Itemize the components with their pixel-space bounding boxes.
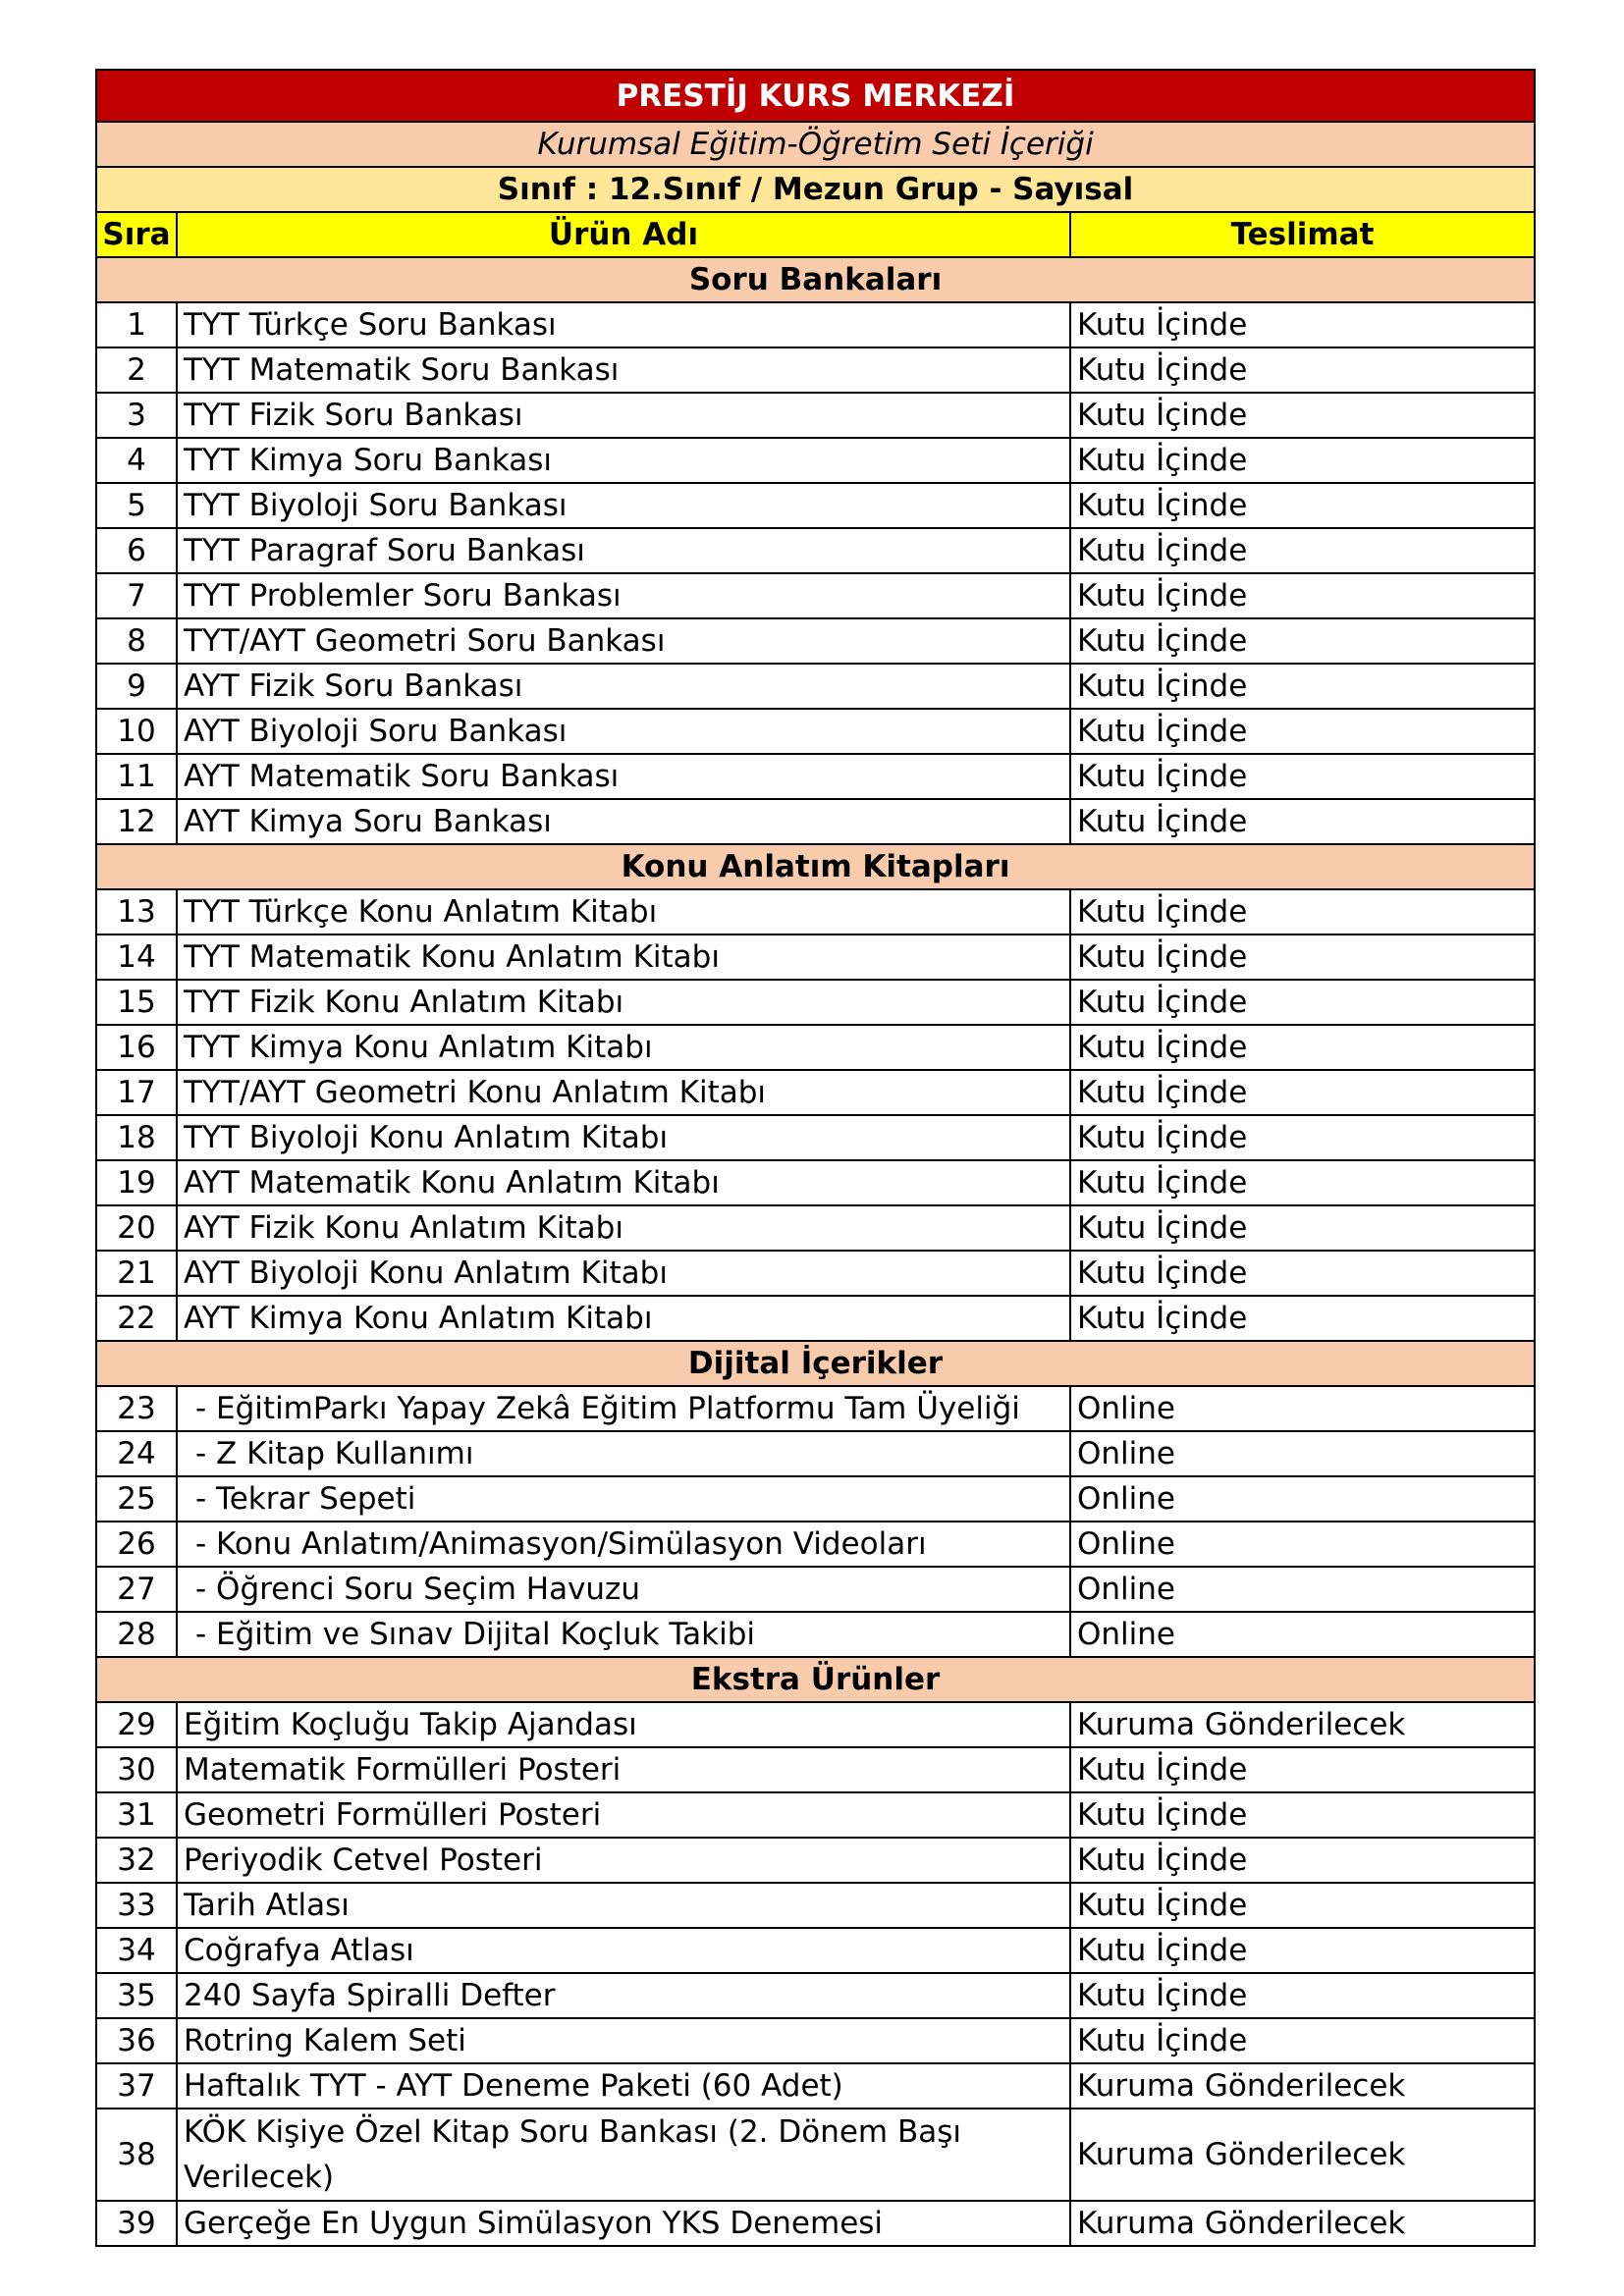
table-row xyxy=(96,1296,1535,1341)
product-name: Coğrafya Atlası xyxy=(177,1928,1070,1973)
row-number: 29 xyxy=(96,1702,177,1747)
delivery-method: Kutu İçinde xyxy=(1070,1928,1535,1973)
product-name: AYT Kimya Soru Bankası xyxy=(177,799,1070,844)
product-name: - Eğitim ve Sınav Dijital Koçluk Takibi xyxy=(177,1612,1070,1657)
product-name: Rotring Kalem Seti xyxy=(177,2018,1070,2063)
row-number: 17 xyxy=(96,1070,177,1115)
product-name: - Öğrenci Soru Seçim Havuzu xyxy=(177,1567,1070,1612)
subtitle-row xyxy=(96,122,1535,167)
row-number: 24 xyxy=(96,1431,177,1476)
delivery-method: Kutu İçinde xyxy=(1070,889,1535,934)
product-name: Periyodik Cetvel Posteri xyxy=(177,1838,1070,1883)
product-name: AYT Biyoloji Soru Bankası xyxy=(177,709,1070,754)
product-name: TYT Türkçe Konu Anlatım Kitabı xyxy=(177,889,1070,934)
table-row xyxy=(96,347,1535,393)
table-row xyxy=(96,438,1535,483)
table-row xyxy=(96,1612,1535,1657)
row-number: 9 xyxy=(96,664,177,709)
row-number: 21 xyxy=(96,1251,177,1296)
product-name: Matematik Formülleri Posteri xyxy=(177,1747,1070,1792)
row-number: 39 xyxy=(96,2201,177,2246)
table-row xyxy=(96,302,1535,347)
row-number: 30 xyxy=(96,1747,177,1792)
row-number: 2 xyxy=(96,347,177,393)
header-row xyxy=(96,212,1535,257)
row-number: 18 xyxy=(96,1115,177,1160)
table-row xyxy=(96,528,1535,573)
row-number: 14 xyxy=(96,934,177,980)
product-name: - Konu Anlatım/Animasyon/Simülasyon Videoları xyxy=(177,1522,1070,1567)
product-name: KÖK Kişiye Özel Kitap Soru Bankası (2. Dönem Başı Verilecek) xyxy=(177,2109,1070,2201)
table-row xyxy=(96,618,1535,664)
delivery-method: Kutu İçinde xyxy=(1070,1973,1535,2018)
delivery-method: Kuruma Gönderilecek xyxy=(1070,2201,1535,2246)
title-row xyxy=(96,70,1535,122)
delivery-method: Kutu İçinde xyxy=(1070,573,1535,618)
delivery-method: Kutu İçinde xyxy=(1070,934,1535,980)
product-name: Haftalık TYT - AYT Deneme Paketi (60 Adet) xyxy=(177,2063,1070,2109)
row-number: 6 xyxy=(96,528,177,573)
page-subtitle: Kurumsal Eğitim-Öğretim Seti İçeriği xyxy=(96,122,1535,167)
row-number: 15 xyxy=(96,980,177,1025)
section-title: Ekstra Ürünler xyxy=(96,1657,1535,1702)
section-row xyxy=(96,1341,1535,1386)
table-row xyxy=(96,1025,1535,1070)
table-row xyxy=(96,1702,1535,1747)
row-number: 36 xyxy=(96,2018,177,2063)
page-title: PRESTİJ KURS MERKEZİ xyxy=(96,70,1535,122)
delivery-method: Online xyxy=(1070,1431,1535,1476)
class-label: Sınıf : 12.Sınıf / Mezun Grup - Sayısal xyxy=(96,167,1535,212)
delivery-method: Kutu İçinde xyxy=(1070,1160,1535,1205)
table-row xyxy=(96,754,1535,799)
table-row xyxy=(96,1792,1535,1838)
table-row xyxy=(96,1431,1535,1476)
product-name: Eğitim Koçluğu Takip Ajandası xyxy=(177,1702,1070,1747)
table-row xyxy=(96,1476,1535,1522)
section-row xyxy=(96,257,1535,302)
class-row xyxy=(96,167,1535,212)
delivery-method: Kutu İçinde xyxy=(1070,1792,1535,1838)
table-row xyxy=(96,1883,1535,1928)
product-name: TYT Türkçe Soru Bankası xyxy=(177,302,1070,347)
product-name: TYT Matematik Konu Anlatım Kitabı xyxy=(177,934,1070,980)
row-number: 33 xyxy=(96,1883,177,1928)
product-name: Tarih Atlası xyxy=(177,1883,1070,1928)
table-row xyxy=(96,889,1535,934)
table-row xyxy=(96,2201,1535,2246)
row-number: 26 xyxy=(96,1522,177,1567)
row-number: 7 xyxy=(96,573,177,618)
table-row xyxy=(96,664,1535,709)
row-number: 13 xyxy=(96,889,177,934)
delivery-method: Kuruma Gönderilecek xyxy=(1070,2063,1535,2109)
product-name: TYT/AYT Geometri Soru Bankası xyxy=(177,618,1070,664)
delivery-method: Kutu İçinde xyxy=(1070,980,1535,1025)
delivery-method: Online xyxy=(1070,1522,1535,1567)
table-row xyxy=(96,1928,1535,1973)
row-number: 3 xyxy=(96,393,177,438)
table-row xyxy=(96,980,1535,1025)
row-number: 11 xyxy=(96,754,177,799)
row-number: 4 xyxy=(96,438,177,483)
table-row xyxy=(96,1070,1535,1115)
product-name: AYT Kimya Konu Anlatım Kitabı xyxy=(177,1296,1070,1341)
row-number: 35 xyxy=(96,1973,177,2018)
row-number: 34 xyxy=(96,1928,177,1973)
delivery-method: Online xyxy=(1070,1386,1535,1431)
product-name: TYT Biyoloji Soru Bankası xyxy=(177,483,1070,528)
product-name: AYT Fizik Konu Anlatım Kitabı xyxy=(177,1205,1070,1251)
row-number: 28 xyxy=(96,1612,177,1657)
delivery-method: Kutu İçinde xyxy=(1070,1296,1535,1341)
row-number: 20 xyxy=(96,1205,177,1251)
header-delivery: Teslimat xyxy=(1070,212,1535,257)
table-body xyxy=(96,70,1535,2246)
table-row xyxy=(96,2018,1535,2063)
header-no: Sıra xyxy=(96,212,177,257)
delivery-method: Kutu İçinde xyxy=(1070,2018,1535,2063)
table-row xyxy=(96,573,1535,618)
row-number: 25 xyxy=(96,1476,177,1522)
delivery-method: Kutu İçinde xyxy=(1070,302,1535,347)
delivery-method: Kutu İçinde xyxy=(1070,664,1535,709)
row-number: 8 xyxy=(96,618,177,664)
table-row xyxy=(96,1115,1535,1160)
delivery-method: Kuruma Gönderilecek xyxy=(1070,1702,1535,1747)
delivery-method: Kutu İçinde xyxy=(1070,1025,1535,1070)
product-name: TYT Problemler Soru Bankası xyxy=(177,573,1070,618)
delivery-method: Kutu İçinde xyxy=(1070,1747,1535,1792)
delivery-method: Kutu İçinde xyxy=(1070,347,1535,393)
product-name: 240 Sayfa Spiralli Defter xyxy=(177,1973,1070,2018)
product-name: TYT Paragraf Soru Bankası xyxy=(177,528,1070,573)
delivery-method: Kutu İçinde xyxy=(1070,1115,1535,1160)
delivery-method: Kutu İçinde xyxy=(1070,754,1535,799)
product-name: AYT Biyoloji Konu Anlatım Kitabı xyxy=(177,1251,1070,1296)
section-row xyxy=(96,1657,1535,1702)
delivery-method: Kutu İçinde xyxy=(1070,1883,1535,1928)
delivery-method: Online xyxy=(1070,1476,1535,1522)
product-name: TYT Kimya Konu Anlatım Kitabı xyxy=(177,1025,1070,1070)
table-row xyxy=(96,934,1535,980)
product-name: AYT Fizik Soru Bankası xyxy=(177,664,1070,709)
product-name: TYT Kimya Soru Bankası xyxy=(177,438,1070,483)
product-name: AYT Matematik Konu Anlatım Kitabı xyxy=(177,1160,1070,1205)
row-number: 27 xyxy=(96,1567,177,1612)
product-name: TYT Biyoloji Konu Anlatım Kitabı xyxy=(177,1115,1070,1160)
delivery-method: Kutu İçinde xyxy=(1070,1838,1535,1883)
delivery-method: Kutu İçinde xyxy=(1070,528,1535,573)
delivery-method: Kutu İçinde xyxy=(1070,1205,1535,1251)
product-name: - Tekrar Sepeti xyxy=(177,1476,1070,1522)
row-number: 37 xyxy=(96,2063,177,2109)
table-row xyxy=(96,1973,1535,2018)
table-row xyxy=(96,2109,1535,2201)
row-number: 19 xyxy=(96,1160,177,1205)
delivery-method: Kutu İçinde xyxy=(1070,709,1535,754)
row-number: 22 xyxy=(96,1296,177,1341)
delivery-method: Kutu İçinde xyxy=(1070,483,1535,528)
product-name: TYT/AYT Geometri Konu Anlatım Kitabı xyxy=(177,1070,1070,1115)
table-row xyxy=(96,483,1535,528)
row-number: 12 xyxy=(96,799,177,844)
row-number: 1 xyxy=(96,302,177,347)
table-row xyxy=(96,799,1535,844)
row-number: 31 xyxy=(96,1792,177,1838)
row-number: 23 xyxy=(96,1386,177,1431)
header-name: Ürün Adı xyxy=(177,212,1070,257)
table-row xyxy=(96,1205,1535,1251)
delivery-method: Kutu İçinde xyxy=(1070,393,1535,438)
table-row xyxy=(96,1251,1535,1296)
product-name: - Z Kitap Kullanımı xyxy=(177,1431,1070,1476)
row-number: 38 xyxy=(96,2109,177,2201)
table-row xyxy=(96,1160,1535,1205)
delivery-method: Kutu İçinde xyxy=(1070,1251,1535,1296)
delivery-method: Kuruma Gönderilecek xyxy=(1070,2109,1535,2201)
product-name: TYT Fizik Konu Anlatım Kitabı xyxy=(177,980,1070,1025)
table-row xyxy=(96,393,1535,438)
table-row xyxy=(96,2063,1535,2109)
product-name: TYT Matematik Soru Bankası xyxy=(177,347,1070,393)
section-title: Dijital İçerikler xyxy=(96,1341,1535,1386)
table-row xyxy=(96,1567,1535,1612)
product-name: Geometri Formülleri Posteri xyxy=(177,1792,1070,1838)
row-number: 10 xyxy=(96,709,177,754)
product-name: - EğitimParkı Yapay Zekâ Eğitim Platformu Tam Üyeliği xyxy=(177,1386,1070,1431)
section-title: Soru Bankaları xyxy=(96,257,1535,302)
table-row xyxy=(96,1838,1535,1883)
product-name: AYT Matematik Soru Bankası xyxy=(177,754,1070,799)
delivery-method: Kutu İçinde xyxy=(1070,799,1535,844)
section-title: Konu Anlatım Kitapları xyxy=(96,844,1535,889)
product-name: TYT Fizik Soru Bankası xyxy=(177,393,1070,438)
delivery-method: Kutu İçinde xyxy=(1070,438,1535,483)
product-table xyxy=(95,69,1536,2247)
table-row xyxy=(96,1522,1535,1567)
table-row xyxy=(96,1747,1535,1792)
table-row xyxy=(96,709,1535,754)
delivery-method: Online xyxy=(1070,1612,1535,1657)
delivery-method: Kutu İçinde xyxy=(1070,618,1535,664)
row-number: 16 xyxy=(96,1025,177,1070)
row-number: 32 xyxy=(96,1838,177,1883)
product-name: Gerçeğe En Uygun Simülasyon YKS Denemesi xyxy=(177,2201,1070,2246)
delivery-method: Kutu İçinde xyxy=(1070,1070,1535,1115)
delivery-method: Online xyxy=(1070,1567,1535,1612)
section-row xyxy=(96,844,1535,889)
table-row xyxy=(96,1386,1535,1431)
row-number: 5 xyxy=(96,483,177,528)
